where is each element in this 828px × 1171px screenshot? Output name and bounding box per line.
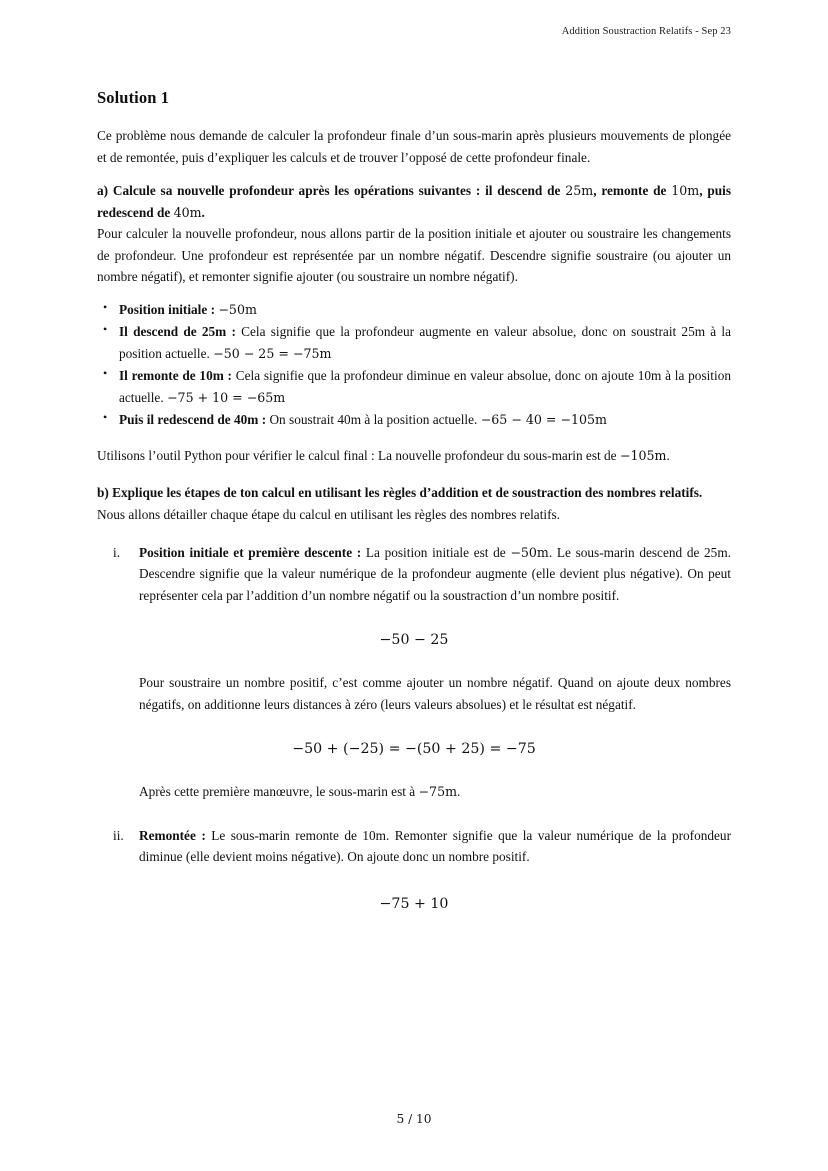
part-a-conclusion [97, 445, 731, 467]
part-a-heading-end: . [201, 204, 205, 220]
list-item [113, 542, 731, 607]
equation-2: −50 + (−25) = −(50 + 25) = −75 [292, 741, 536, 758]
bullet-label: Position initiale : [119, 301, 216, 317]
page-footer: 5 / 10 [396, 1112, 432, 1126]
bullet-math: −50m [218, 301, 257, 317]
list-item [97, 365, 731, 408]
para-after-equation-2-block [113, 781, 731, 803]
part-a-body: Pour calculer la nouvelle profondeur, nous allons partir de la position initiale et ajouter ou soustraire les changements de profondeur. Une profondeur est représentée par un nombre négatif. Descendre signifie soustraire (ou ajouter un nombre négatif), et remonter signifie ajouter (ou soustraire un nombre négatif). [97, 226, 731, 285]
part-a-value-3: 40m [173, 204, 202, 220]
conclusion-post: . [666, 447, 670, 463]
list-item [97, 321, 731, 364]
conclusion-pre: Utilisons l’outil Python pour vérifier le calcul final : La nouvelle profondeur du sous-marin est de [97, 447, 620, 463]
conclusion-math: −105m [619, 447, 667, 463]
part-b-ordered-list [97, 542, 731, 607]
bullet-math: −75 + 10 = −65m [167, 389, 286, 405]
running-head: Addition Soustraction Relatifs - Sep 23 [561, 26, 731, 37]
para-after-equation-1-block [113, 672, 731, 715]
part-a-value-2: 10m [671, 183, 700, 199]
list-item [97, 299, 731, 321]
part-b-heading: b) Explique les étapes de ton calcul en utilisant les règles d’addition et de soustraction des nombres relatifs. [97, 485, 703, 501]
item-label: Remontée : [139, 827, 206, 843]
bullet-math: −50 − 25 = −75m [213, 345, 332, 361]
bullet-text: Cela signifie que la profondeur diminue en valeur absolue, donc on ajoute 10m à la position actuelle. [119, 368, 731, 405]
bullet-label: Il remonte de 10m : [119, 368, 232, 384]
part-a-heading-mid-1: , remonte de [593, 183, 672, 199]
item-math: −50m [510, 544, 549, 560]
intro-paragraph: Ce problème nous demande de calculer la profondeur finale d’un sous-marin après plusieurs mouvements de plongée et de remontée, puis d’expliquer les calculs et de trouver l’opposé de cette profondeur finale. [97, 128, 731, 165]
part-b-body: Nous allons détailler chaque étape du calcul en utilisant les règles des nombres relatifs. [97, 506, 561, 522]
bullet-text: On soustrait 40m à la position actuelle. [266, 412, 481, 428]
item-text-pre: La position initiale est de [361, 544, 511, 560]
para-after-equation-1: Pour soustraire un nombre positif, c’est comme ajouter un nombre négatif. Quand on ajoute deux nombres négatifs, on additionne leurs distances à zéro (leurs valeurs absolues) et le résultat est négatif. [139, 675, 731, 712]
page-content [97, 88, 731, 936]
section-title: Solution 1 [97, 88, 170, 107]
item-label: Position initiale et première descente : [139, 544, 362, 560]
part-a-heading-lead: a) Calcule sa nouvelle profondeur après les opérations suivantes : il descend de [97, 183, 566, 199]
part-a-value-1: 25m [565, 183, 594, 199]
para-after-eq2-pre: Après cette première manœuvre, le sous-marin est à [139, 784, 419, 800]
bullet-label: Il descend de 25m : [119, 324, 236, 340]
bullet-label: Puis il redescend de 40m : [119, 412, 267, 428]
part-a-heading [97, 180, 731, 223]
item-text-pre: Le sous-marin remonte de 10m. Remonter signifie que la valeur numérique de la profondeur diminue (elle devient moins négative). On ajoute donc un nombre positif. [139, 827, 732, 865]
equation-3: −75 + 10 [379, 895, 449, 912]
para-after-equation-2 [139, 781, 731, 803]
para-after-eq2-math: −75m [418, 784, 458, 800]
bullet-math: −65 − 40 = −105m [480, 412, 607, 428]
list-marker: ii. [113, 827, 124, 843]
equation-1: −50 − 25 [379, 632, 449, 649]
para-after-eq2-post: . [457, 784, 461, 800]
part-a-bullet-list [97, 299, 731, 431]
list-item [113, 825, 731, 868]
list-marker: i. [113, 544, 121, 560]
bullet-text: Cela signifie que la profondeur augmente en valeur absolue, donc on soustrait 25m à la position actuelle. [119, 324, 731, 361]
list-item [97, 409, 731, 431]
part-b-ordered-list-2 [97, 825, 731, 868]
part-a-heading-mid-2: , puis redescend de [97, 183, 732, 220]
item-text-post: . Le sous-marin descend de 25m. Descendre signifie que la valeur numérique de la profondeur augmente (elle devient plus négative). On peut représenter cela par l’addition d’un nombre négatif ou la soustraction d’un nombre positif. [139, 544, 731, 603]
